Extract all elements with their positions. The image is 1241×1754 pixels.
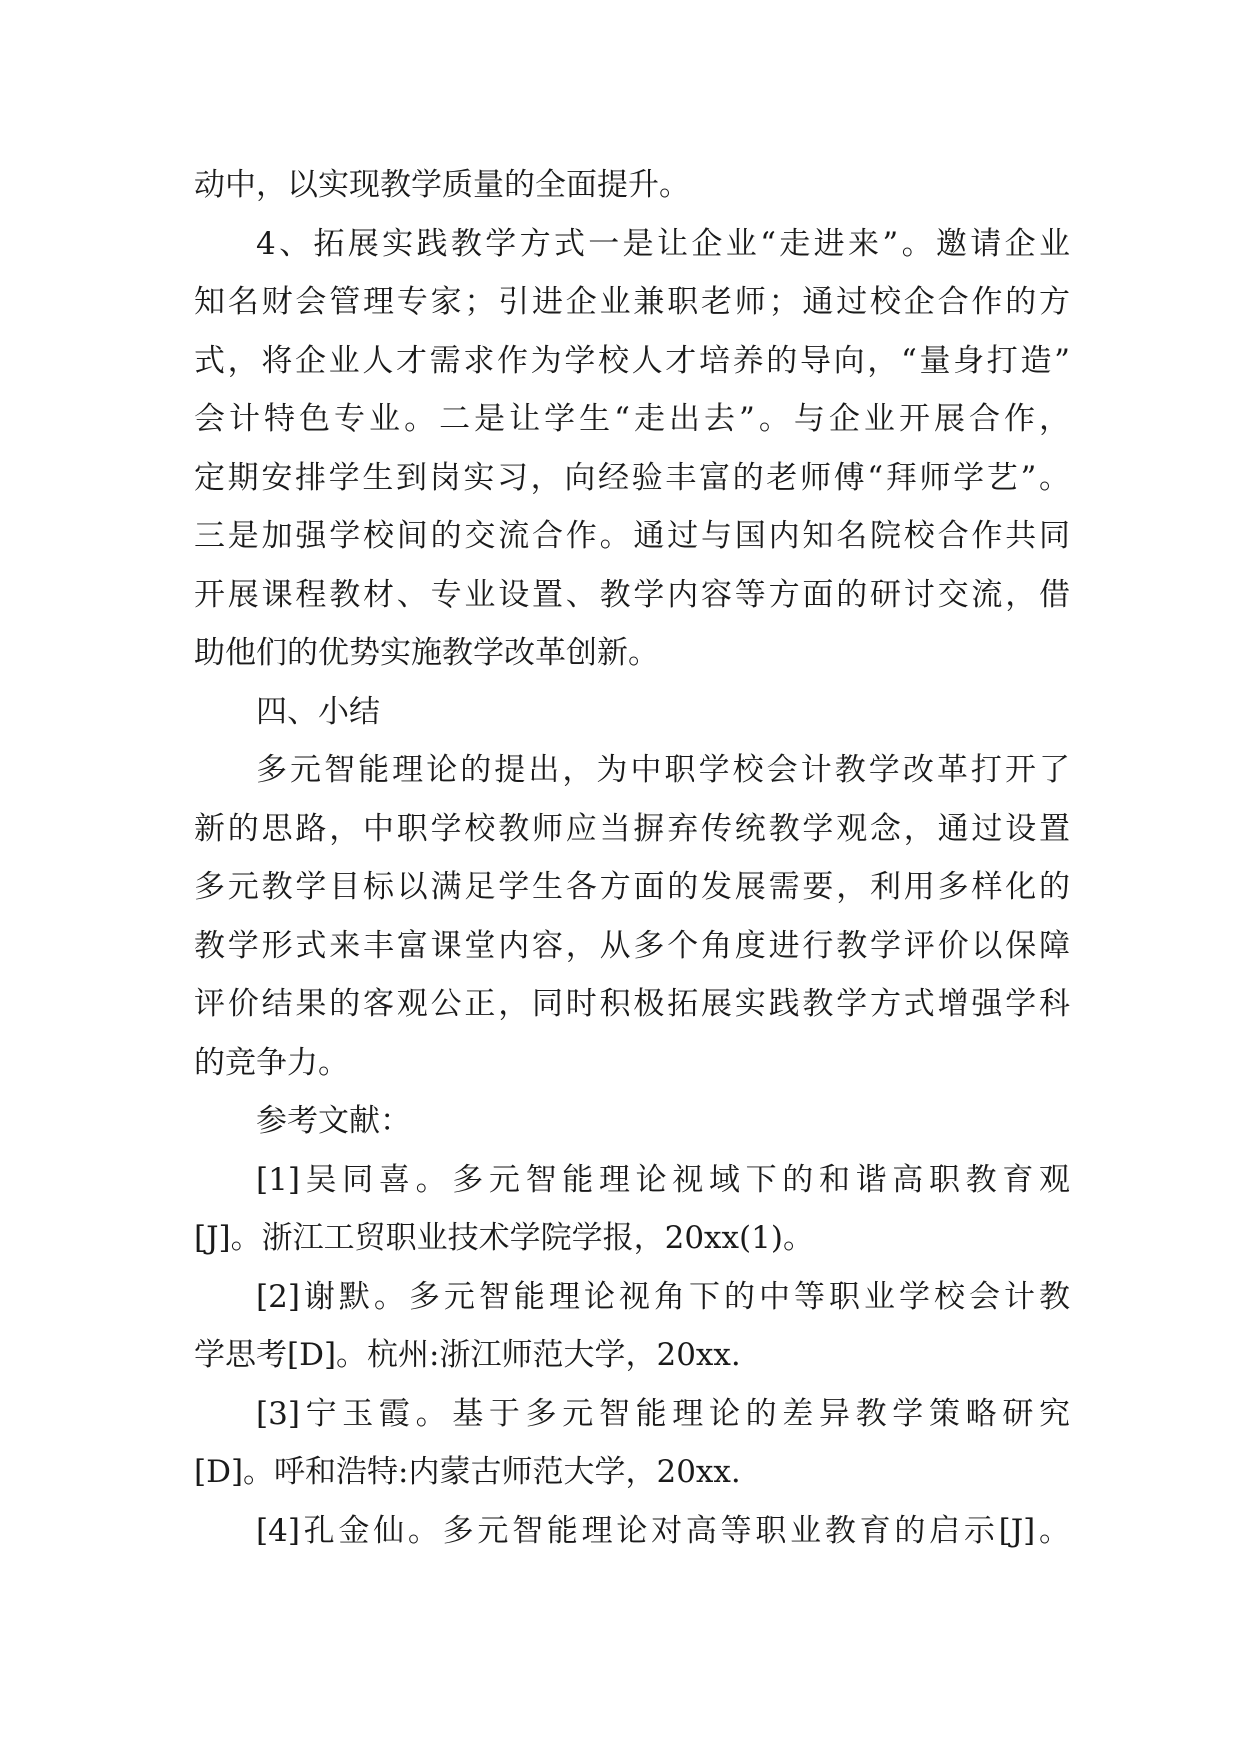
- text-line: 参考文献：: [256, 1103, 411, 1139]
- text-line: 的竞争力。: [194, 1044, 349, 1081]
- text-line: 会计特色专业。二是让学生“走出去”。与企业开展合作，: [194, 401, 1070, 437]
- text-line: 新的思路，中职学校教师应当摒弃传统教学观念，通过设置: [194, 810, 1070, 847]
- text-line: [D]。呼和浩特:内蒙古师范大学，20xx.: [194, 1454, 741, 1490]
- text-line: 4、拓展实践教学方式一是让企业“走进来”。邀请企业: [256, 225, 1070, 262]
- text-line: [4]孔金仙。多元智能理论对高等职业教育的启示[J]。: [256, 1512, 1070, 1549]
- text-line: 评价结果的客观公正，同时积极拓展实践教学方式增强学科: [194, 986, 1070, 1022]
- text-line: [2]谢默。多元智能理论视角下的中等职业学校会计教: [256, 1278, 1070, 1315]
- text-line: [3]宁玉霞。基于多元智能理论的差异教学策略研究: [256, 1395, 1070, 1432]
- text-line: 四、小结: [256, 693, 380, 730]
- text-line: 多元教学目标以满足学生各方面的发展需要，利用多样化的: [194, 869, 1070, 905]
- text-line: 开展课程教材、专业设置、教学内容等方面的研讨交流，借: [194, 576, 1070, 613]
- text-line: 教学形式来丰富课堂内容，从多个角度进行教学评价以保障: [194, 927, 1070, 964]
- text-line: 式，将企业人才需求作为学校人才培养的导向，“量身打造”: [194, 342, 1070, 379]
- text-line: 助他们的优势实施教学改革创新。: [194, 635, 659, 671]
- text-line: 知名财会管理专家；引进企业兼职老师；通过校企合作的方: [194, 284, 1070, 320]
- text-line: 定期安排学生到岗实习，向经验丰富的老师傅“拜师学艺”。: [194, 459, 1070, 496]
- text-line: 学思考[D]。杭州:浙江师范大学，20xx.: [194, 1337, 741, 1373]
- text-line: [J]。浙江工贸职业技术学院学报，20xx(1)。: [194, 1220, 814, 1256]
- body-text: [194, 156, 1070, 1560]
- text-line: [1]吴同喜。多元智能理论视域下的和谐高职教育观: [256, 1161, 1070, 1198]
- text-line: 三是加强学校间的交流合作。通过与国内知名院校合作共同: [194, 518, 1070, 554]
- text-line: 动中，以实现教学质量的全面提升。: [194, 167, 690, 203]
- text-line: 多元智能理论的提出，为中职学校会计教学改革打开了: [256, 752, 1070, 788]
